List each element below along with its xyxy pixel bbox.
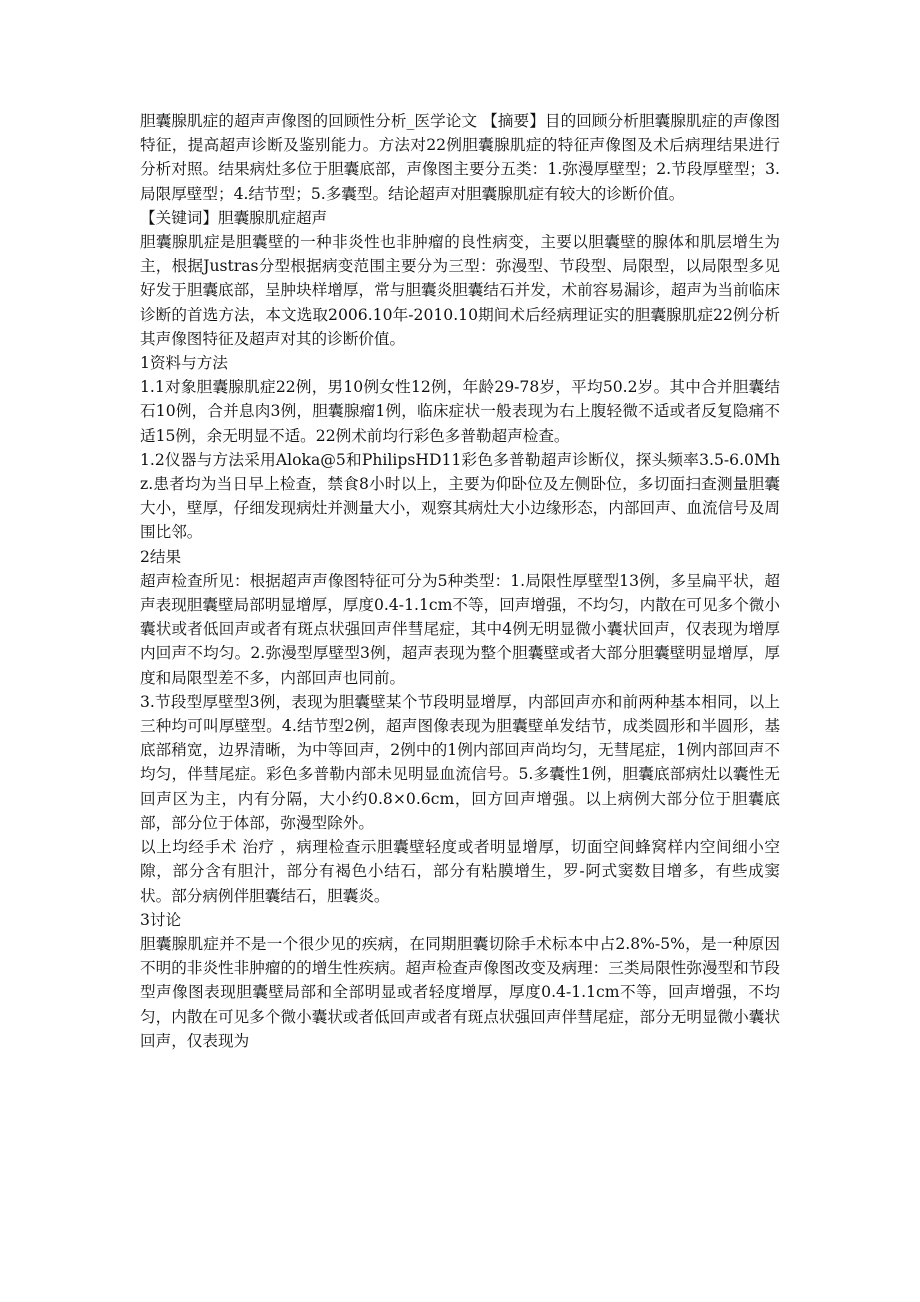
instruments-paragraph: 1.2仪器与方法采用Aloka@5和PhilipsHD11彩色多普勒超声诊断仪，探头频率3.5-6.0Mhz.患者均为当日早上检查，禁食8小时以上，主要为仰卧位及左侧卧位，多切面扫查测量胆囊大小，壁厚，仔细发现病灶并测量大小，观察其病灶大小边缘形态，内部回声、血流信号及周围比邻。 [140, 450, 780, 542]
discussion-paragraph: 胆囊腺肌症并不是一个很少见的疾病，在同期胆囊切除手术标本中占2.8%-5%，是一种原因不明的非炎性非肿瘤的的增生性疾病。超声检查声像图改变及病理：三类局限性弥漫型和节段型声像图表现胆囊壁局部和全部明显或者轻度增厚，厚度0.4-1.1cm不等，回声增强，不均匀，内散在可见多个微小囊状或者低回声或者有斑点状强回声伴彗尾症，部分无明显微小囊状回声，仅表现为 [140, 934, 780, 1050]
pathology-paragraph: 以上均经手术 治疗 ，病理检查示胆囊壁轻度或者明显增厚，切面空间蜂窝样内空间细小空隙，部分含有胆汁，部分有褐色小结石，部分有粘膜增生，罗-阿式窦数目增多，有些成窦状。部分病例伴胆囊结石，胆囊炎。 [140, 838, 780, 905]
section-heading-materials-methods: 1资料与方法 [140, 354, 228, 373]
section-heading-results: 2结果 [140, 547, 182, 566]
subjects-paragraph: 1.1对象胆囊腺肌症22例，男10例女性12例，年龄29-78岁，平均50.2岁。其中合并胆囊结石10例，合并息肉3例，胆囊腺瘤1例，临床症状一般表现为右上腹轻微不适或者反复隐痛不适15例，余无明显不适。22例术前均行彩色多普勒超声检查。 [140, 378, 780, 445]
section-heading-discussion: 3讨论 [140, 910, 182, 929]
document-body [140, 109, 780, 1053]
keywords-line: 【关键词】胆囊腺肌症超声 [140, 208, 328, 227]
results-paragraph-1: 超声检查所见：根据超声声像图特征可分为5种类型：1.局限性厚壁型13例，多呈扁平状，超声表现胆囊壁局部明显增厚，厚度0.4-1.1cm不等，回声增强，不均匀，内散在可见多个微小囊状或者低回声或者有斑点状强回声伴彗尾症，其中4例无明显微小囊状回声，仅表现为增厚内回声不均匀。2.弥漫型厚壁型3例，超声表现为整个胆囊壁或者大部分胆囊壁明显增厚，厚度和局限型差不多，内部回声也同前。 [140, 571, 780, 687]
intro-paragraph: 胆囊腺肌症是胆囊壁的一种非炎性也非肿瘤的良性病变，主要以胆囊壁的腺体和肌层增生为主，根据Justras分型根据病变范围主要分为三型：弥漫型、节段型、局限型，以局限型多见好发于胆囊底部，呈肿块样增厚，常与胆囊炎胆囊结石并发，术前容易漏诊，超声为当前临床诊断的首选方法，本文选取2006.10年-2010.10期间术后经病理证实的胆囊腺肌症22例分析其声像图特征及超声对其的诊断价值。 [140, 233, 780, 348]
abstract-paragraph: 胆囊腺肌症的超声声像图的回顾性分析_医学论文 【摘要】目的回顾分析胆囊腺肌症的声像图特征，提高超声诊断及鉴别能力。方法对22例胆囊腺肌症的特征声像图及术后病理结果进行分析对照。结果病灶多位于胆囊底部，声像图主要分五类：1.弥漫厚壁型；2.节段厚壁型；3.局限厚壁型；4.结节型；5.多囊型。结论超声对胆囊腺肌症有较大的诊断价值。 [140, 112, 780, 203]
results-paragraph-2: 3.节段型厚壁型3例，表现为胆囊壁某个节段明显增厚，内部回声亦和前两种基本相同，以上三种均可叫厚壁型。4.结节型2例，超声图像表现为胆囊壁单发结节，成类圆形和半圆形，基底部稍宽，边界清晰，为中等回声，2例中的1例内部回声尚均匀，无彗尾症，1例内部回声不均匀，伴彗尾症。彩色多普勒内部未见明显血流信号。5.多囊性1例，胆囊底部病灶以囊性无回声区为主，内有分隔，大小约0.8×0.6cm，回方回声增强。以上病例大部分位于胆囊底部，部分位于体部，弥漫型除外。 [140, 692, 780, 832]
